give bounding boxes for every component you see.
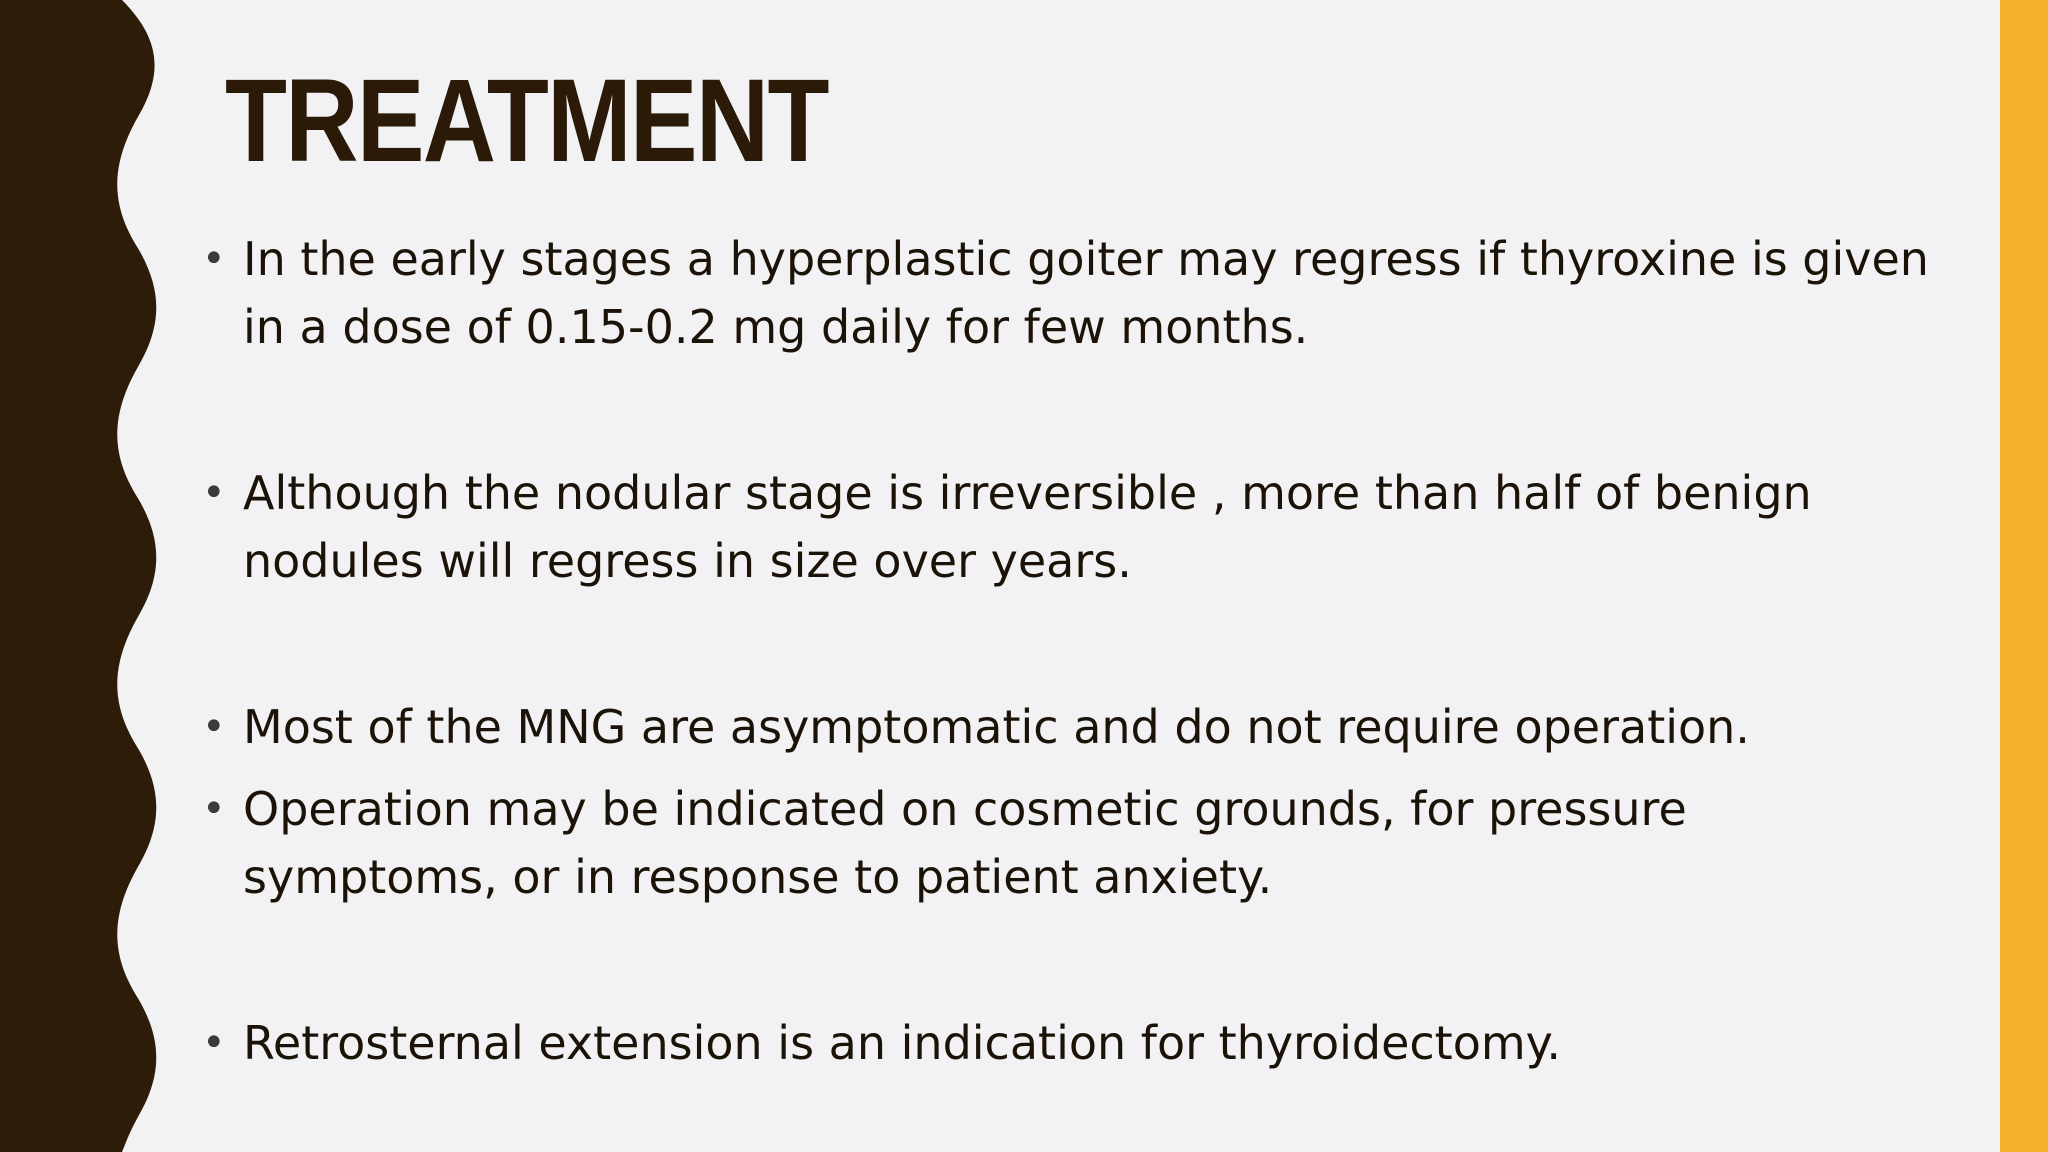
slide-title: TREATMENT: [225, 55, 828, 187]
bullet-dot-icon: •: [202, 236, 226, 282]
bullet-text: In the early stages a hyperplastic goiter may regress if thyroxine is given in a dose of 0.15-0.2 mg daily for few months.: [243, 232, 1929, 354]
bullet-text: Most of the MNG are asymptomatic and do not require operation.: [243, 700, 1750, 754]
bullet-dot-icon: •: [202, 1020, 226, 1066]
bullet-item: [200, 693, 1940, 761]
right-accent-band: [2000, 0, 2048, 1152]
bullet-item: [200, 1009, 1940, 1077]
bullet-list: [200, 225, 1940, 1077]
bullet-item: [200, 775, 1940, 911]
bullet-text: Although the nodular stage is irreversible , more than half of benign nodules will regress in size over years.: [243, 466, 1812, 588]
bullet-dot-icon: •: [202, 470, 226, 516]
bullet-text: Retrosternal extension is an indication for thyroidectomy.: [243, 1016, 1561, 1070]
bullet-dot-icon: •: [202, 704, 226, 750]
bullet-text: Operation may be indicated on cosmetic grounds, for pressure symptoms, or in response to patient anxiety.: [243, 782, 1687, 904]
bullet-item: [200, 225, 1940, 361]
bullet-dot-icon: •: [202, 786, 226, 832]
bullet-item: [200, 459, 1940, 595]
left-wave-band: [0, 0, 160, 1152]
